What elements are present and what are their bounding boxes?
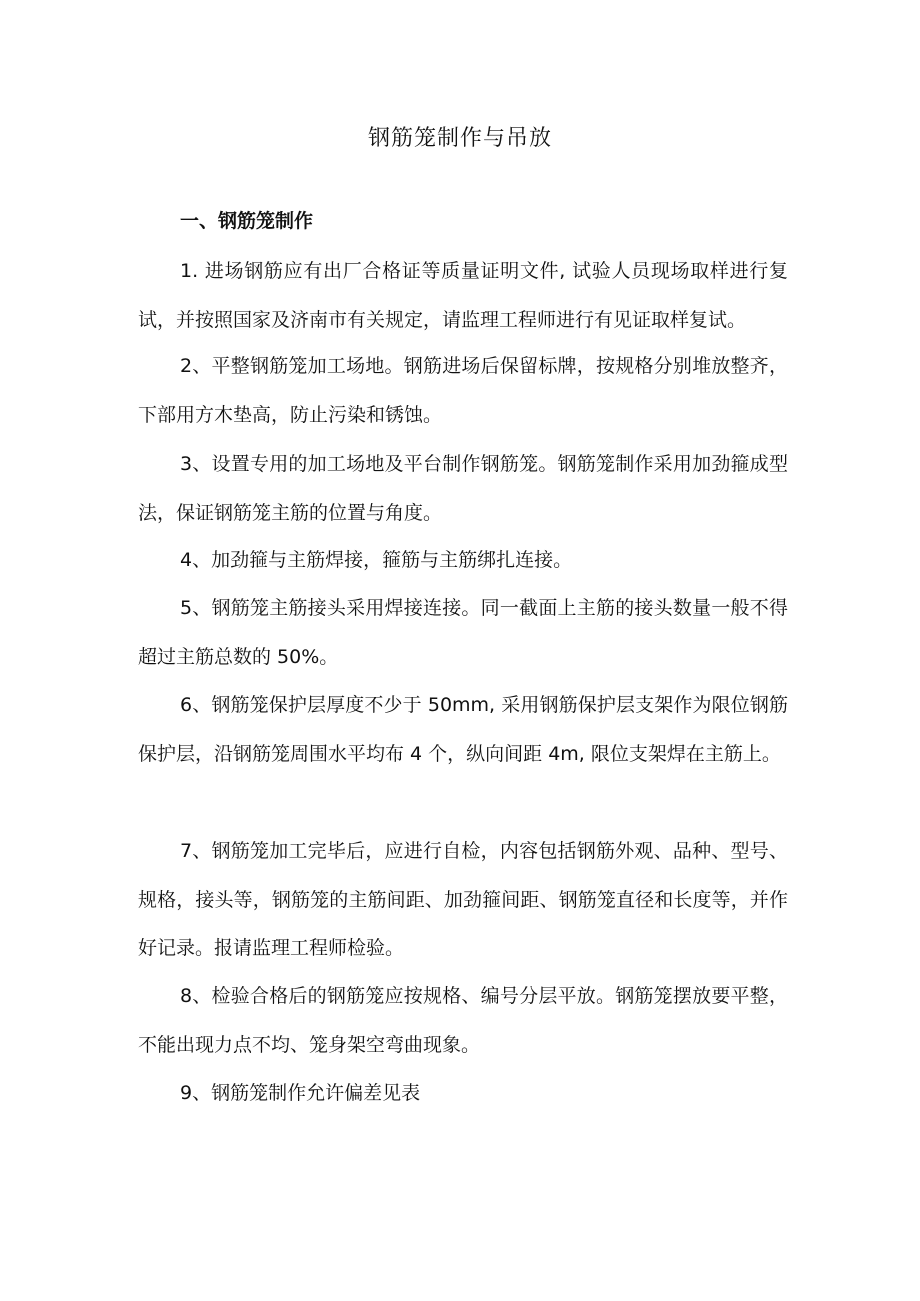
paragraph-4: 4、加劲箍与主筋焊接，箍筋与主筋绑扎连接。 (180, 549, 573, 571)
paragraph-9: 9、钢筋笼制作允许偏差见表 (180, 1082, 421, 1104)
paragraph-1: 1. 进场钢筋应有出厂合格证等质量证明文件, 试验人员现场取样进行复试，并按照国家及济南市有关规定，请监理工程师进行有见证取样复试。 (138, 260, 788, 331)
paragraph-2: 2、平整钢筋笼加工场地。钢筋进场后保留标牌，按规格分别堆放整齐，下部用方木垫高，防止污染和锈蚀。 (138, 355, 788, 426)
paragraph-8: 8、检验合格后的钢筋笼应按规格、编号分层平放。钢筋笼摆放要平整，不能出现力点不均、笼身架空弯曲现象。 (138, 985, 788, 1056)
paragraph-5: 5、钢筋笼主筋接头采用焊接连接。同一截面上主筋的接头数量一般不得超过主筋总数的 50%。 (138, 597, 788, 668)
paragraph-3: 3、设置专用的加工场地及平台制作钢筋笼。钢筋笼制作采用加劲箍成型法，保证钢筋笼主筋的位置与角度。 (138, 453, 788, 524)
paragraph-7: 7、钢筋笼加工完毕后，应进行自检，内容包括钢筋外观、品种、型号、规格，接头等，钢筋笼的主筋间距、加劲箍间距、钢筋笼直径和长度等，并作好记录。报请监理工程师检验。 (138, 840, 788, 959)
document-title: 钢筋笼制作与吊放 (367, 126, 552, 151)
paragraph-6: 6、钢筋笼保护层厚度不少于 50mm, 采用钢筋保护层支架作为限位钢筋保护层，沿钢筋笼周围水平均布 4 个，纵向间距 4m, 限位支架焊在主筋上。 (138, 694, 788, 765)
section-heading: 一、钢筋笼制作 (180, 210, 314, 232)
